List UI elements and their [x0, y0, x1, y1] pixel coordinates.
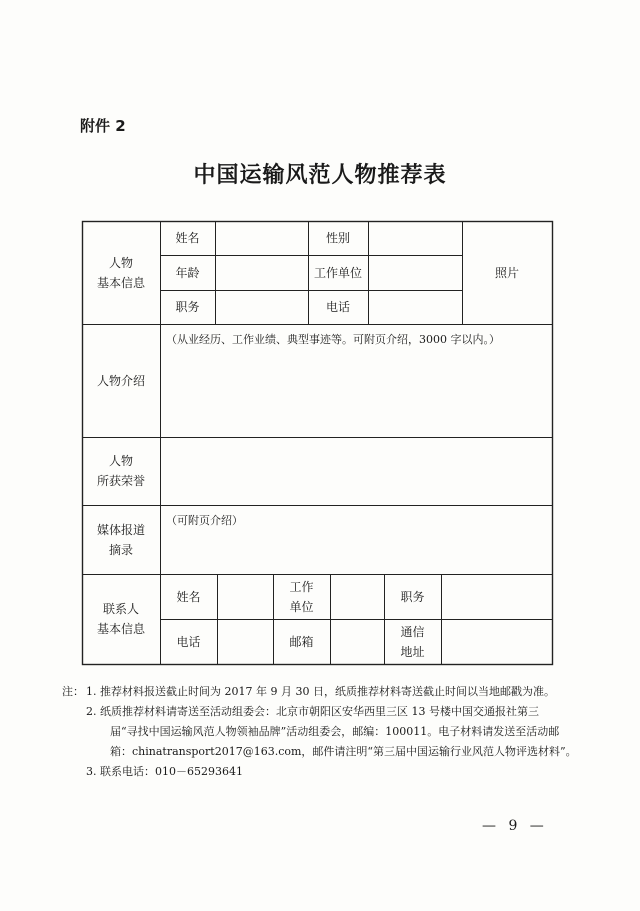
media-field[interactable]: （可附页介绍）	[166, 514, 243, 527]
note-item	[62, 682, 582, 702]
contact-phone-field[interactable]	[217, 619, 273, 664]
intro-field[interactable]: （从业经历、工作业绩、典型事迹等。可附页介绍，3000 字以内。）	[166, 333, 500, 346]
note-number: 1.	[86, 685, 97, 698]
workplace-label: 工作单位	[313, 265, 362, 280]
note-text: 纸质推荐材料请寄送至活动组委会：北京市朝阳区安华西里三区 13 号楼中国交通报社第三	[100, 705, 539, 718]
position-label: 职务	[175, 300, 200, 314]
note-text: 联系电话：010－65293641	[100, 765, 243, 778]
phone-label: 电话	[325, 300, 350, 314]
note-item	[62, 762, 582, 782]
intro-label: 人物介绍	[96, 373, 145, 388]
media-label: 媒体报道 摘录	[96, 522, 145, 557]
contact-email-field[interactable]	[330, 619, 384, 664]
age-field[interactable]	[215, 255, 308, 290]
honors-field[interactable]	[160, 437, 552, 505]
note-text: 届“寻找中国运输风范人物领袖品牌”活动组委会，邮编：100011。电子材料请发送至活动邮	[110, 725, 560, 738]
attachment-label: 附件 2	[80, 117, 126, 135]
position-field[interactable]	[215, 290, 308, 324]
phone-field[interactable]	[368, 290, 462, 324]
contact-workplace-label: 工作 单位	[289, 579, 314, 614]
notes-prefix: 注：	[62, 685, 84, 698]
page-number: — 9 —	[482, 818, 548, 834]
contact-position-field[interactable]	[441, 574, 552, 619]
note-number: 3.	[86, 765, 97, 778]
note-text: 箱：chinatransport2017@163.com，邮件请注明“第三届中国运输行业风范人物评选材料”。	[110, 745, 577, 758]
contact-workplace-field[interactable]	[330, 574, 384, 619]
gender-field[interactable]	[368, 221, 462, 255]
page-title: 中国运输风范人物推荐表	[193, 162, 447, 188]
note-number: 2.	[86, 705, 97, 718]
contact-email-label: 邮箱	[289, 634, 314, 649]
name-label: 姓名	[175, 231, 200, 245]
note-text: 推荐材料报送截止时间为 2017 年 9 月 30 日，纸质推荐材料寄送截止时间以当地邮戳为准。	[100, 685, 555, 698]
contact-address-label: 通信 地址	[400, 624, 425, 659]
note-item	[62, 702, 582, 762]
notes-section	[62, 682, 582, 782]
workplace-field[interactable]	[368, 255, 462, 290]
contact-basic-info-label: 联系人 基本信息	[96, 602, 145, 636]
honors-label: 人物 所获荣誉	[96, 454, 145, 488]
contact-phone-label: 电话	[176, 634, 201, 649]
photo-box[interactable]: 照片	[494, 265, 519, 280]
name-field[interactable]	[215, 221, 308, 255]
age-label: 年龄	[175, 265, 200, 280]
contact-name-label: 姓名	[176, 589, 201, 604]
gender-label: 性别	[325, 231, 350, 245]
contact-address-field[interactable]	[441, 619, 552, 664]
contact-position-label: 职务	[400, 589, 425, 604]
person-basic-info-label: 人物 基本信息	[96, 255, 145, 290]
contact-name-field[interactable]	[217, 574, 273, 619]
